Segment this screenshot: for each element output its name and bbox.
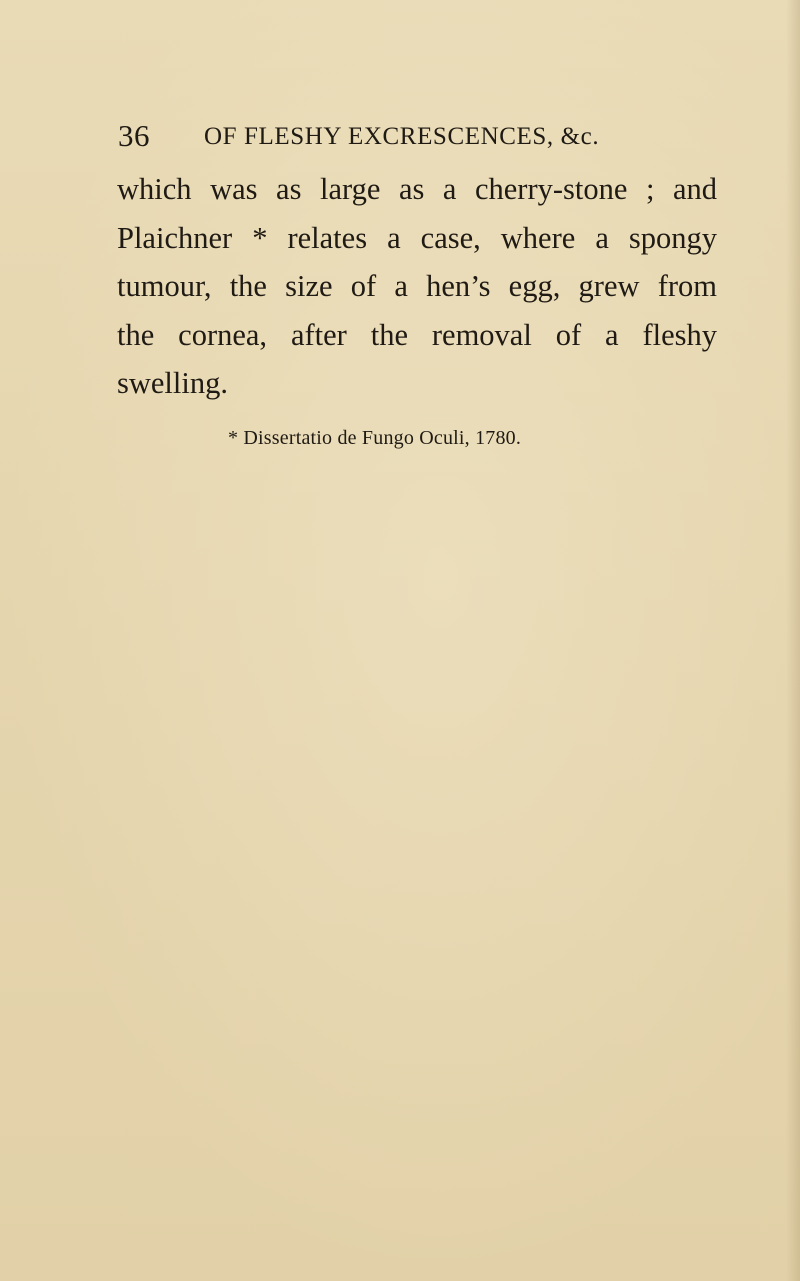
body-line: the cornea, after the removal of a fleshy bbox=[117, 317, 717, 352]
body-line: which was as large as a cherry-stone ; and bbox=[117, 172, 717, 206]
body-paragraph bbox=[117, 165, 717, 408]
body-line: tumour, the size of a hen’s egg, grew from bbox=[117, 269, 717, 303]
page-number: 36 bbox=[118, 118, 150, 153]
footnote: * Dissertatio de Fungo Oculi, 1780. bbox=[228, 427, 522, 449]
page-edge-shadow bbox=[786, 0, 800, 1281]
running-head bbox=[118, 116, 738, 160]
body-line: Plaichner * relates a case, where a spongy bbox=[117, 220, 717, 255]
running-head-title: OF FLESHY EXCRESCENCES, &c. bbox=[204, 123, 600, 150]
body-line: swelling. bbox=[117, 366, 228, 400]
